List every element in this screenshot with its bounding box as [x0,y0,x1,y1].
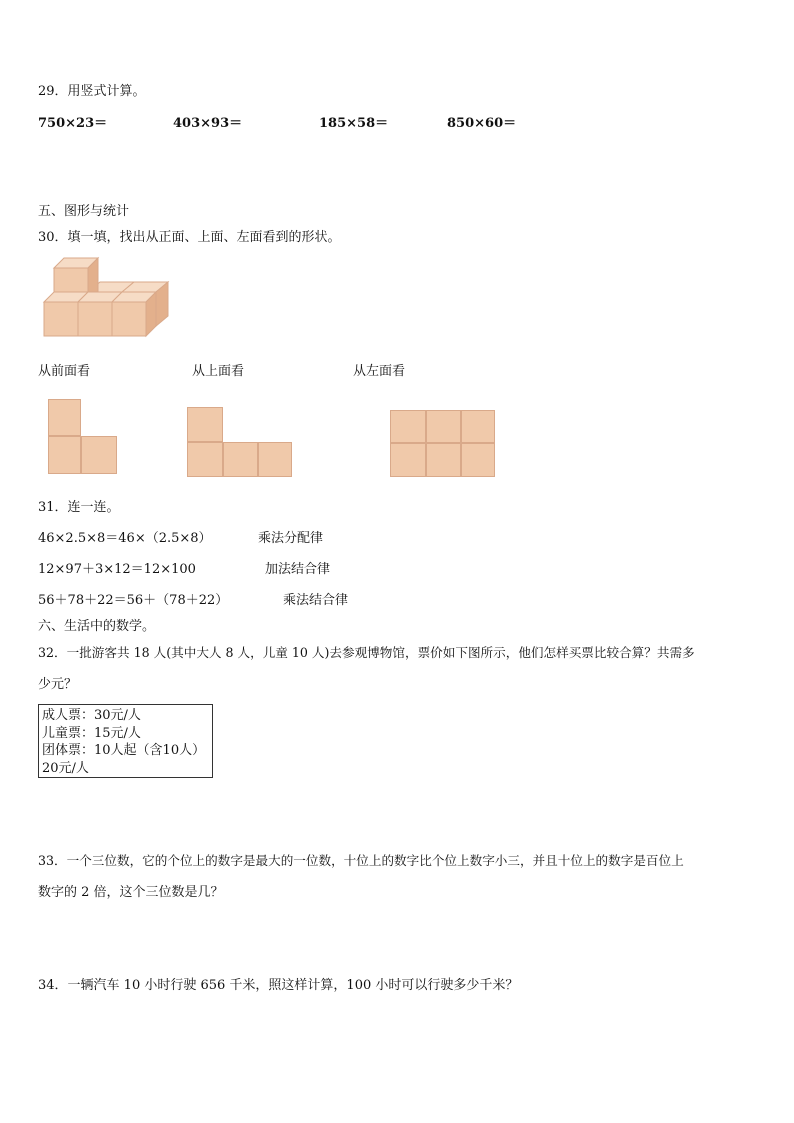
q31-left-1: 46×2.5×8＝46×（2.5×8） [38,531,212,546]
section-5-title: 五、图形与统计 [38,204,130,219]
q31-right-2: 加法结合律 [265,562,331,577]
top-view-square [258,442,292,477]
left-view-square [426,410,461,443]
section-6-title: 六、生活中的数学。 [38,619,156,634]
left-view-square [426,443,461,477]
q31-right-3: 乘法结合律 [283,593,349,608]
top-view-square [187,442,223,477]
label-left-view: 从左面看 [353,364,406,379]
ticket-price-box [38,704,213,778]
label-front-view: 从前面看 [38,364,91,379]
q34-text: 34．一辆汽车 10 小时行驶 656 千米，照这样计算，100 小时可以行驶多少千米？ [38,978,519,993]
price-group: 团体票：10人起（含10人） [42,743,206,758]
q29-item-1: 750×23＝ [38,116,108,131]
q29-item-2: 403×93＝ [173,116,243,131]
front-view-square [81,436,117,474]
front-view-square [48,399,81,436]
q32-text-line-1: 32．一批游客共 18 人(其中大人 8 人，儿童 10 人)去参观博物馆，票价如下图所示，他们怎样买票比较合算？共需多 [38,645,695,660]
q33-text-line-2: 数字的 2 倍，这个三位数是几？ [38,885,224,900]
left-view-square [390,443,426,477]
label-top-view: 从上面看 [192,364,245,379]
q29-item-3: 185×58＝ [319,116,389,131]
top-view-square [187,407,223,442]
front-view-square [48,436,81,474]
q29-title: 29．用竖式计算。 [38,84,146,99]
price-child: 儿童票：15元/人 [42,725,141,741]
q33-text-line-1: 33．一个三位数，它的个位上的数字是最大的一位数，十位上的数字比个位上数字小三，并且十位上的数字是百位上 [38,853,684,868]
q29-item-4: 850×60＝ [447,116,517,131]
left-view-square [390,410,426,443]
price-adult: 成人票：30元/人 [42,708,141,723]
q32-text-line-2: 少元？ [38,677,78,692]
price-group-rate: 20元/人 [42,760,89,776]
q30-title: 30．填一填，找出从正面、上面、左面看到的形状。 [38,230,341,245]
q31-left-3: 56＋78＋22＝56＋（78＋22） [38,593,229,608]
q31-right-1: 乘法分配律 [258,531,324,546]
q31-left-2: 12×97＋3×12＝12×100 [38,562,196,577]
cube-stack-figure [40,256,172,350]
top-view-square [223,442,258,477]
left-view-square [461,410,495,443]
q31-title: 31．连一连。 [38,500,120,515]
left-view-square [461,443,495,477]
